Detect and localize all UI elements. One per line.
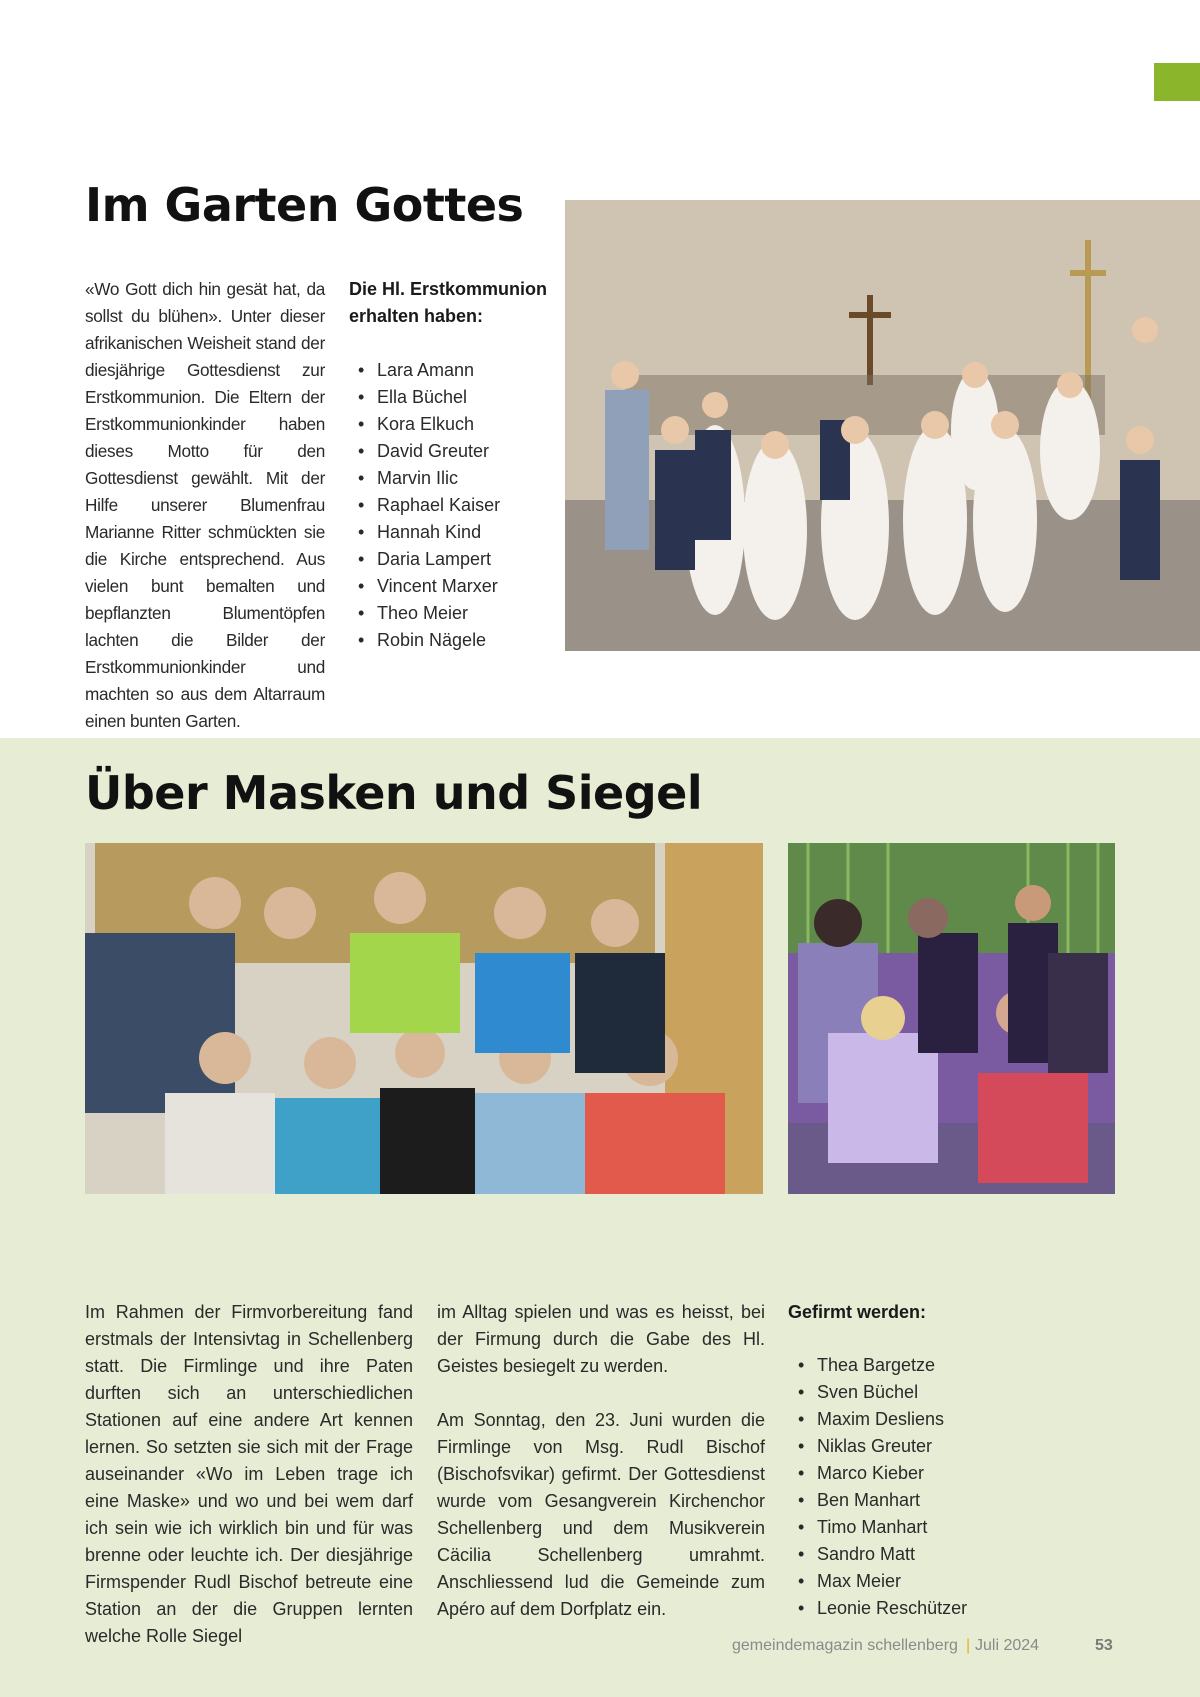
list-item: • Max Meier (791, 1568, 1051, 1595)
page-accent-tab (1154, 63, 1200, 101)
list-item: • Niklas Greuter (791, 1433, 1051, 1460)
list-item: • Lara Amann (351, 357, 551, 384)
page-number: 53 (1095, 1637, 1113, 1654)
masks-photo-illustration (788, 843, 1115, 1194)
list-item: • Ella Büchel (351, 384, 551, 411)
list-item: • Maxim Desliens (791, 1406, 1051, 1433)
list-item: • Marco Kieber (791, 1460, 1051, 1487)
list-item: • Vincent Marxer (351, 573, 551, 600)
article-title: Im Garten Gottes (85, 178, 524, 232)
article-title: Über Masken und Siegel (85, 766, 703, 820)
list-item: • Hannah Kind (351, 519, 551, 546)
list-item: • Sven Büchel (791, 1379, 1051, 1406)
list-item: • Theo Meier (351, 600, 551, 627)
confirmation-text-column-1 (85, 1299, 413, 1650)
confirmation-names-list (791, 1352, 1051, 1622)
list-item: • Marvin Ilic (351, 465, 551, 492)
confirmation-text-column-2 (437, 1299, 765, 1623)
list-item: • Kora Elkuch (351, 411, 551, 438)
list-item: • Leonie Reschützer (791, 1595, 1051, 1622)
communion-names-list (351, 357, 551, 654)
list-item: • Robin Nägele (351, 627, 551, 654)
list-item: • Timo Manhart (791, 1514, 1051, 1541)
list-item: • David Greuter (351, 438, 551, 465)
list-item: • Ben Manhart (791, 1487, 1051, 1514)
confirmation-list-heading: Gefirmt werden: (788, 1302, 927, 1322)
confirmation-group-photo (85, 843, 763, 1194)
footer-date: Juli 2024 (975, 1637, 1040, 1654)
list-item: • Thea Bargetze (791, 1352, 1051, 1379)
confirmation-photo-illustration (85, 843, 763, 1194)
list-item: • Raphael Kaiser (351, 492, 551, 519)
confirmation-paragraph: Am Sonntag, den 23. Juni wurden die Firmlinge von Msg. Rudl Bischof (Bischofsvikar) gefirmt. Der Gottesdienst wurde vom Gesangverein Kirchenchor Schellenberg und dem Musikverein Cäcilia Schellenberg umrahmt. Anschliessend lud die Gemeinde zum Apéro auf dem Dorfplatz ein. (437, 1410, 765, 1619)
list-item: • Daria Lampert (351, 546, 551, 573)
masks-station-photo (788, 843, 1115, 1194)
confirmation-paragraph: im Alltag spielen und was es heisst, bei der Firmung durch die Gabe des Hl. Geistes besiegelt zu werden. (437, 1302, 765, 1376)
communion-photo-illustration (565, 200, 1200, 651)
footer-magazine-name: gemeindemagazin schellenberg (732, 1637, 958, 1654)
communion-list-heading: Die Hl. Erstkommunion erhalten haben: (349, 279, 548, 326)
article-intro (85, 276, 325, 735)
confirmation-paragraph: Im Rahmen der Firmvorbereitung fand erstmals der Intensivtag in Schellenberg statt. Die Firmlinge und ihre Paten durften sich an unterschiedlichen Stationen auf eine andere Art kennen lernen. So setzten sie sich mit der Frage auseinander «Wo im Leben trage ich eine Maske» und wo und bei wem darf ich sein wie ich wirklich bin und für was brenne oder leuchte ich. Der diesjährige Firmspender Rudl Bischof betreute eine Station an der die Gruppen lernten welche Rolle Siegel (85, 1302, 413, 1646)
intro-paragraph: «Wo Gott dich hin gesät hat, da sollst du blühen». Unter dieser afrikanischen Weisheit stand der diesjährige Gottesdienst zur Erstkommunion. Die Eltern der Erstkommunionkinder haben dieses Motto für den Gottesdienst gewählt. Mit der Hilfe unserer Blumenfrau Marianne Ritter schmückten sie die Kirche entsprechend. Aus vielen bunt bemalten und bepflanzten Blumentöpfen lachten die Bilder der Erstkommunionkinder und machten so aus dem Altarraum einen bunten Garten. (85, 279, 325, 731)
list-item: • Sandro Matt (791, 1541, 1051, 1568)
footer-separator: | (966, 1637, 971, 1654)
communion-group-photo (565, 200, 1200, 651)
